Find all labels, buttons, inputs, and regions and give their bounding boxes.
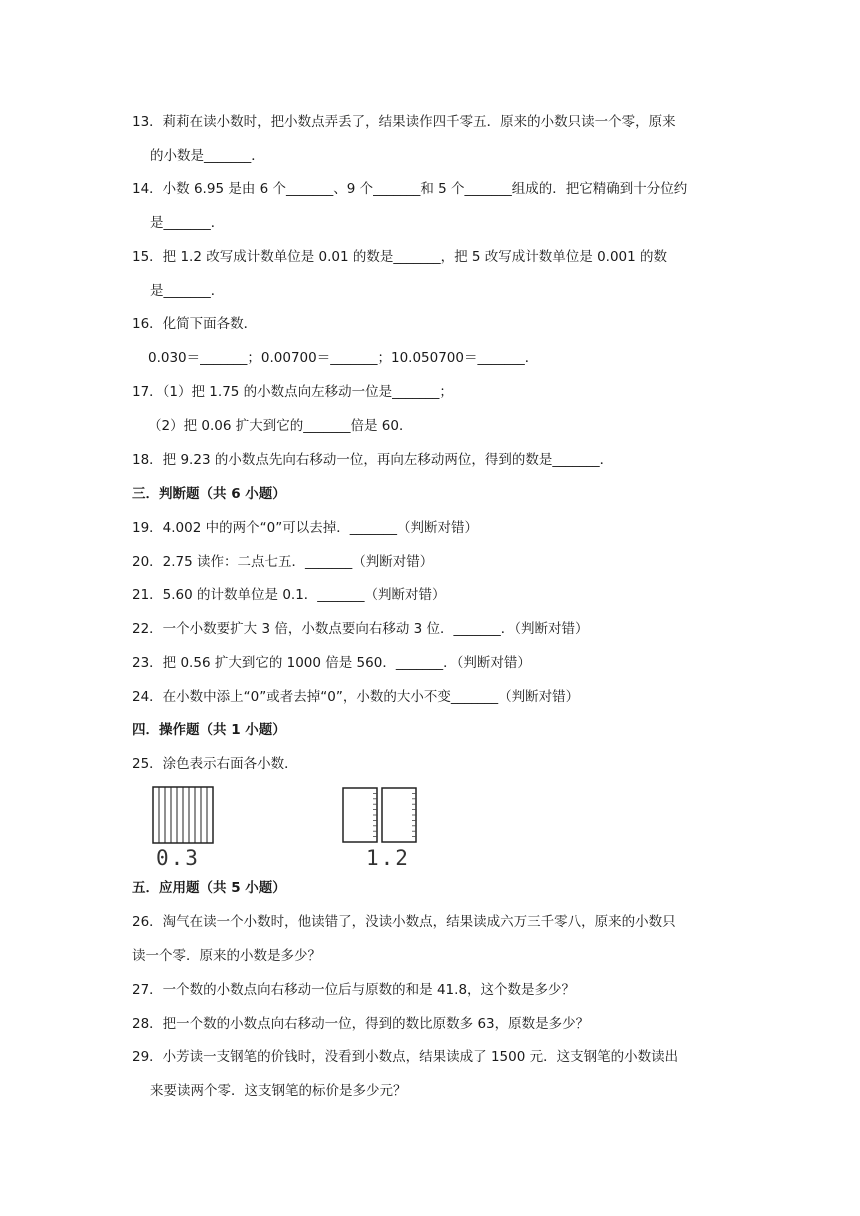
figure-two-squares xyxy=(340,785,420,847)
q29-line2: 来要读两个零．这支钢笔的标价是多少元？ xyxy=(150,1083,407,1099)
figure-tenths-grid xyxy=(150,785,220,847)
q14-line2: 是_______． xyxy=(150,215,225,231)
q26-line2: 读一个零．原来的小数是多少？ xyxy=(132,948,321,964)
q15-line2: 是_______． xyxy=(150,283,225,299)
q26-line1: 26．淘气在读一个小数时，他读错了，没读小数点，结果读成六万三千零八，原来的小数只 xyxy=(132,914,676,930)
q17-line2: （2）把 0.06 扩大到它的_______倍是 60． xyxy=(148,418,413,434)
q20: 20．2.75 读作：二点七五．_______（判断对错） xyxy=(132,554,434,570)
q13-line2: 的小数是_______． xyxy=(150,148,265,164)
q13-line1: 13．莉莉在读小数时，把小数点弄丢了，结果读作四千零五．原来的小数只读一个零，原来 xyxy=(132,114,676,130)
q15-line1: 15．把 1.2 改写成计数单位是 0.01 的数是_______，把 5 改写成计数单位是 0.001 的数 xyxy=(132,249,668,265)
q16-line2: 0.030＝_______；0.00700＝_______；10.050700＝_______． xyxy=(148,350,539,366)
square-2 xyxy=(382,788,416,842)
section-5-heading: 五．应用题（共 5 小题） xyxy=(132,880,286,896)
tenths-grid-strips xyxy=(159,787,207,843)
q17-line1: 17．（1）把 1.75 的小数点向左移动一位是_______； xyxy=(132,384,453,400)
section-3-heading: 三．判断题（共 6 小题） xyxy=(132,486,286,502)
q25: 25．涂色表示右面各小数． xyxy=(132,756,298,772)
q28: 28．把一个数的小数点向右移动一位，得到的数比原数多 63，原数是多少？ xyxy=(132,1016,590,1032)
q16-line1: 16．化简下面各数． xyxy=(132,316,258,332)
square-1 xyxy=(343,788,377,842)
section-4-heading: 四．操作题（共 1 小题） xyxy=(132,722,286,738)
q23: 23．把 0.56 扩大到它的 1000 倍是 560．_______．（判断对错） xyxy=(132,655,531,671)
q24: 24．在小数中添上“0”或者去掉“0”，小数的大小不变_______（判断对错） xyxy=(132,689,580,705)
q21: 21．5.60 的计数单位是 0.1．_______（判断对错） xyxy=(132,587,446,603)
q22: 22．一个小数要扩大 3 倍，小数点要向右移动 3 位．_______．（判断对错） xyxy=(132,621,589,637)
q19: 19．4.002 中的两个“0”可以去掉．_______（判断对错） xyxy=(132,520,478,536)
q27: 27．一个数的小数点向右移动一位后与原数的和是 41.8，这个数是多少？ xyxy=(132,982,576,998)
q14-line1: 14．小数 6.95 是由 6 个_______、9 个_______和 5 个_______组成的．把它精确到十分位约 xyxy=(132,181,688,197)
figure-label-0-3: 0.3 xyxy=(156,846,200,870)
q29-line1: 29．小芳读一支钢笔的价钱时，没看到小数点，结果读成了 1500 元．这支钢笔的小数读出 xyxy=(132,1049,679,1065)
q18: 18．把 9.23 的小数点先向右移动一位，再向左移动两位，得到的数是_______． xyxy=(132,452,614,468)
square-ticks xyxy=(373,793,416,836)
figure-label-1-2: 1.2 xyxy=(366,846,410,870)
